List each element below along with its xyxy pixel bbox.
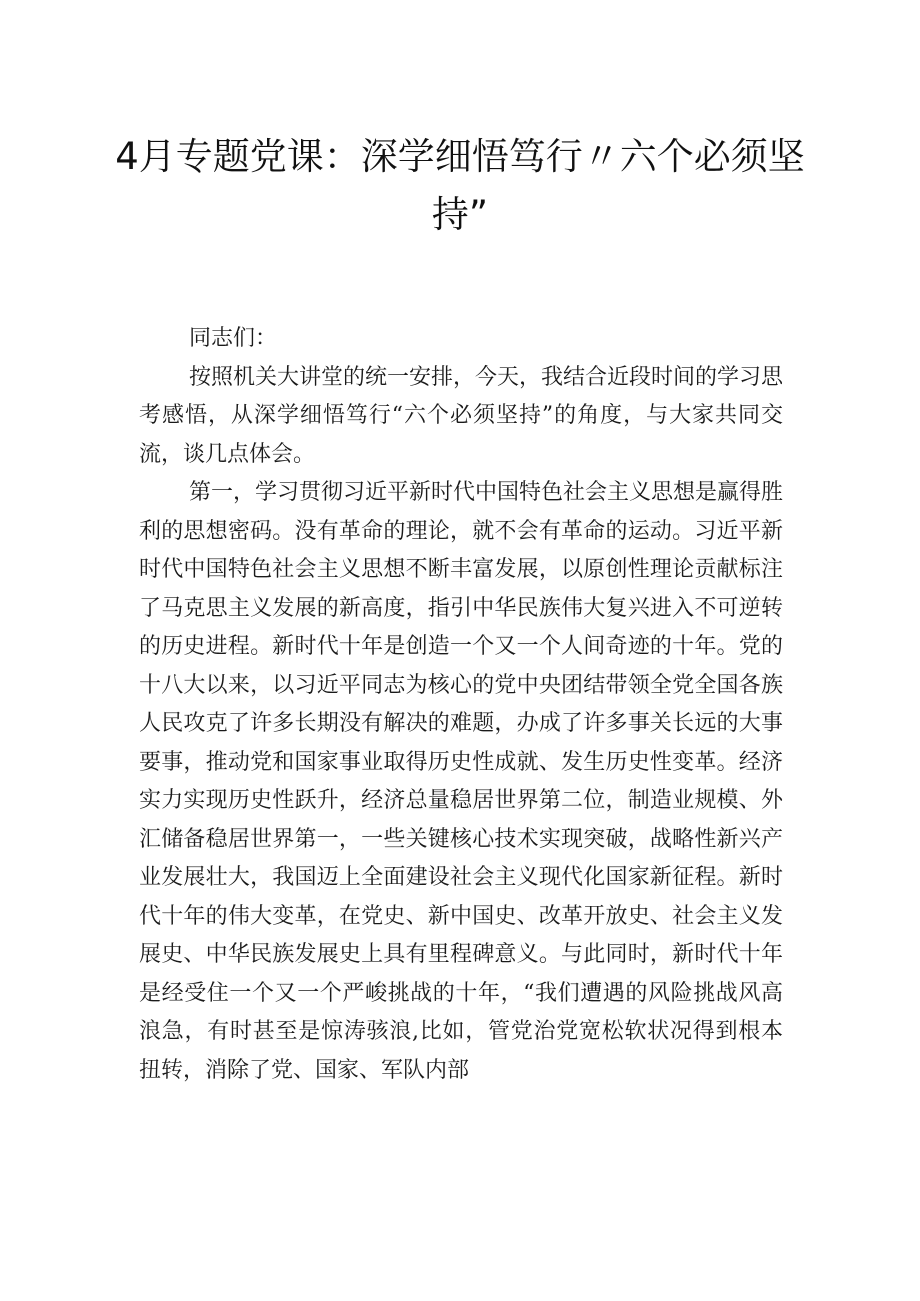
paragraph-intro: 按照机关大讲堂的统一安排，今天，我结合近段时间的学习思考感悟，从深学细悟笃行“六个必须坚持”的角度，与大家共同交流，谈几点体会。: [139, 364, 784, 467]
document-body: [139, 320, 783, 1090]
document-title: 4月专题党课：深学细悟笃行〃六个必须坚持”: [115, 135, 805, 236]
paragraph-first-point: 第一，学习贯彻习近平新时代中国特色社会主义思想是赢得胜利的思想密码。没有革命的理论，就不会有革命的运动。习近平新时代中国特色社会主义思想不断丰富发展，以原创性理论贡献标注了马克思主义发展的新高度，指引中华民族伟大复兴进入不可逆转的历史进程。新时代十年是创造一个又一个人间奇迹的十年。党的十八大以来，以习近平同志为核心的党中央团结带领全党全国各族人民攻克了许多长期没有解决的难题，办成了许多事关长远的大事要事，推动党和国家事业取得历史性成就、发生历史性变革。经济实力实现历史性跃升，经济总量稳居世界第二位，制造业规模、外汇储备稳居世界第一，一些关键核心技术实现突破，战略性新兴产业发展壮大，我国迈上全面建设社会主义现代化国家新征程。新时代十年的伟大变革，在党史、新中国史、改革开放史、社会主义发展史、中华民族发展史上具有里程碑意义。与此同时，新时代十年是经受住一个又一个严峻挑战的十年，“我们遭遇的风险挑战风高浪急，有时甚至是惊涛骇浪,比如，管党治党宽松软状况得到根本扭转，消除了党、国家、军队内部: [139, 480, 784, 1083]
salutation: 同志们：: [189, 326, 278, 351]
